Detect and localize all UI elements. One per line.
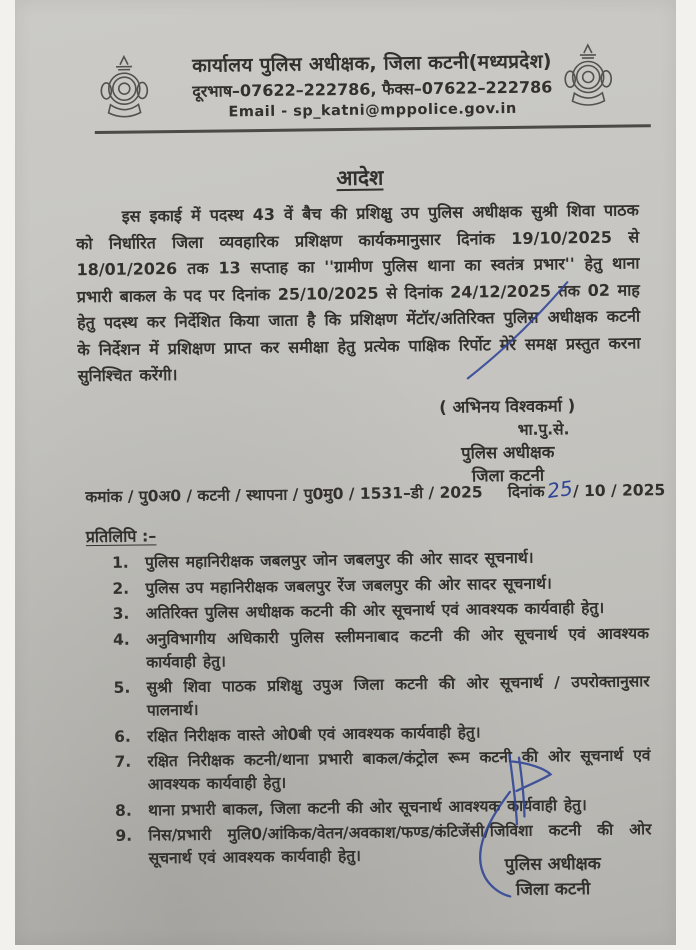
copies-list: [112, 545, 652, 873]
list-item-text: थाना प्रभारी बाकल, जिला कटनी की ओर सूचनार्थ आवश्यक कार्यवाही हेतु।: [147, 795, 587, 819]
date-label: दिनांक: [507, 482, 545, 502]
list-item-text: सुश्री शिवा पाठक प्रशिक्षु उपुअ जिला कटनी की ओर सूचनार्थ / उपरोक्तानुसार पालनार्थ।: [146, 672, 650, 720]
list-item-text: पुलिस उप महानिरीक्षक जबलपुर रेंज जबलपुर की ओर सादर सूचनार्थ।: [145, 573, 552, 597]
list-item-number: 1.: [111, 553, 129, 572]
footer-designation: पुलिस अधीक्षक: [504, 853, 601, 876]
list-item: [113, 670, 650, 723]
date-rest: / 10 / 2025: [572, 481, 666, 501]
list-item-text: रक्षित निरीक्षक वास्ते ओ0बी एवं आवश्यक कार्यवाही हेतु।: [147, 722, 481, 745]
list-item-number: 3.: [112, 604, 130, 623]
list-item-number: 9.: [115, 826, 133, 845]
list-item-number: 6.: [114, 727, 132, 746]
handwritten-day: 25: [546, 475, 575, 503]
footer-signatory-block: [505, 852, 602, 903]
list-item: [114, 719, 650, 749]
header-divider: [95, 124, 651, 133]
list-item: [115, 793, 651, 823]
signatory-service: भा.पु.से.: [517, 420, 570, 439]
list-item: [113, 596, 649, 626]
signatory-designation: पुलिस अधीक्षक: [461, 442, 555, 463]
footer-district: जिला कटनी: [515, 879, 591, 900]
paper-sheet: [15, 0, 676, 945]
office-name: कार्यालय पुलिस अधीक्षक, जिला कटनी(मध्यप्रदेश): [192, 50, 552, 77]
letter-content: [9, 0, 681, 949]
letterhead: [10, 40, 672, 134]
list-item: [112, 571, 648, 601]
list-item-text: पुलिस महानिरीक्षक जबलपुर जोन जबलपुर की ओर सादर सूचनार्थ।: [144, 548, 534, 572]
order-body-paragraph: इस इकाई में पदस्थ 43 वें बैच की प्रशिक्षु उप पुलिस अधीक्षक सुश्री शिवा पाठक को निर्धारित जिला व्यवहारिक प्रशिक्षण कार्यकमानुसार दिनांक 19/10/2025 से 18/01/2026 तक 13 सप्ताह का ''ग्रामीण पुलिस थाना का स्वतंत्र प्रभार'' हेतु थाना प्रभारी बाकल के पद पर दिनांक 25/10/2025 से दिनांक 24/12/2025 तक 02 माह हेतु पदस्थ कर निर्देशित किया जाता है कि प्रशिक्षण मेंटॉर/अतिरिक्त पुलिस अधीक्षक कटनी के निर्देशन में प्रशिक्षण प्राप्त कर समीक्षा हेतु प्रत्येक पाक्षिक रिर्पोट मेरे समक्ष प्रस्तुत करना सुनिश्चित करेंगी।: [76, 200, 641, 386]
list-item-number: 2.: [112, 579, 130, 598]
list-item-number: 4.: [112, 630, 130, 649]
copies-heading-text: प्रतिलिपि :–: [85, 526, 157, 547]
list-item: [114, 744, 651, 797]
list-item-number: 5.: [113, 678, 131, 697]
signatory-district: जिला कटनी: [471, 465, 545, 486]
signatory-block: [439, 394, 576, 488]
copies-heading: [86, 524, 157, 547]
phone-fax-line: दूरभाष–07622–222786, फैक्स–07622–222786: [192, 77, 553, 101]
mp-police-emblem-right: [562, 43, 615, 114]
list-item-number: 8.: [115, 801, 132, 820]
list-item-text: निस/प्रभारी मुलि0/आंकिक/वेतन/अवकाश/फण्ड/कंटिजेंसी/जिविशा कटनी की ओर सूचनार्थ एवं आवश्यक कार्यवाही हेतु।: [148, 820, 652, 868]
document-title-text: आदेश: [336, 165, 384, 191]
list-item-text: अतिरिक्त पुलिस अधीक्षक कटनी की ओर सूचनार्थ एवं आवश्यक कार्यवाही हेतु।: [145, 598, 605, 623]
email-line: Email - sp_katni@mppolice.gov.in: [228, 100, 517, 121]
list-item: [112, 545, 648, 575]
letterhead-text: [172, 47, 573, 121]
list-item-number: 7.: [114, 752, 132, 771]
signatory-name: ( अभिनय विश्वकर्मा ): [439, 396, 576, 417]
reference-date: [508, 476, 666, 502]
list-item-text: रक्षित निरीक्षक कटनी/थाना प्रभारी बाकल/कंट्रोल रूम कटनी की ओर सूचनार्थ एवं आवश्यक कार्यवाही हेतु।: [147, 746, 651, 794]
reference-row: [85, 476, 665, 507]
list-item-text: अनुविभागीय अधिकारी पुलिस स्लीमनाबाद कटनी की ओर सूचनार्थ एवं आवश्यक कार्यवाही हेतु।: [145, 623, 650, 671]
reference-number: कमांक / पु0अ0 / कटनी / स्थापना / पु0मु0 / 1531–डी / 2025: [85, 483, 483, 507]
list-item: [113, 622, 650, 675]
document-title: [29, 160, 690, 196]
mp-police-emblem-left: [98, 54, 151, 125]
